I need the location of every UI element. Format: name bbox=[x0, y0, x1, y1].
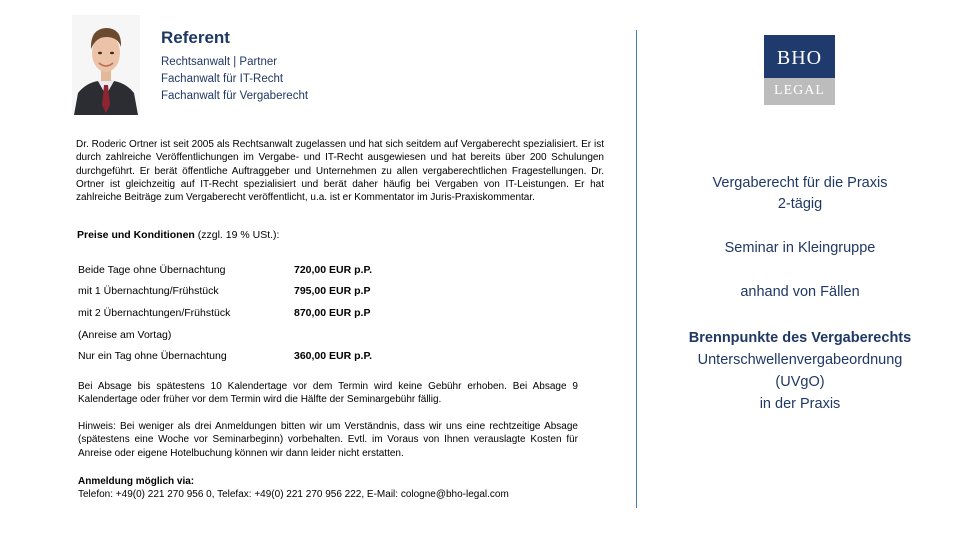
prices-heading-label: Preise und Konditionen bbox=[77, 229, 195, 241]
course-title bbox=[640, 173, 960, 215]
prices-heading bbox=[77, 229, 279, 241]
price-row bbox=[78, 350, 373, 362]
price-label: (Anreise am Vortag) bbox=[78, 329, 172, 341]
referent-photo bbox=[72, 15, 140, 115]
price-label: Beide Tage ohne Übernachtung bbox=[78, 264, 226, 276]
registration-heading: Anmeldung möglich via: bbox=[78, 476, 195, 487]
course-duration: 2-tägig bbox=[777, 196, 823, 212]
course-method: anhand von Fällen bbox=[740, 284, 860, 300]
logo-bottom: LEGAL bbox=[764, 78, 835, 105]
price-row bbox=[78, 264, 373, 276]
price-label: Nur ein Tag ohne Übernachtung bbox=[78, 350, 227, 362]
price-row bbox=[78, 329, 171, 341]
price-amount: 360,00 EUR p.P. bbox=[294, 350, 373, 362]
bho-legal-logo bbox=[764, 35, 835, 105]
registration-contact: Telefon: +49(0) 221 270 956 0, Telefax: +49(0) 221 270 956 222, E-Mail: cologne@bho-legal.com bbox=[78, 489, 509, 500]
topic-line: Unterschwellenvergabeordnung bbox=[697, 352, 903, 368]
topic-line: (UVgO) bbox=[775, 374, 825, 390]
referent-bio: Dr. Roderic Ortner ist seit 2005 als Rechtsanwalt zugelassen und hat sich seitdem auf Vergaberecht spezialisiert. Er ist durch zahlreiche Veröffentlichungen im Vergabe- und IT-Recht ausgewiesen und hat bereits über 200 Schulungen durchgeführt. Er berät öffentliche Auftraggeber und Unternehmen zu allen vergaberechtlichen Fragestellungen. Dr. Ortner ist gleichzeitig auf IT-Recht spezialisiert und berät daher häufig bei Vergaben von IT-Leistungen. Er hat zahlreiche Beiträge zum Vergaberecht veröffentlicht, u.a. ist er Kommentator im Juris-Praxiskommentar. bbox=[76, 139, 604, 204]
referent-role: Fachanwalt für IT-Recht bbox=[161, 73, 284, 85]
price-amount: 720,00 EUR p.P. bbox=[294, 264, 373, 276]
referent-title: Referent bbox=[161, 28, 230, 47]
referent-role: Rechtsanwalt | Partner bbox=[161, 56, 278, 68]
cancellation-policy: Bei Absage bis spätestens 10 Kalendertage vor dem Termin wird keine Gebühr erhoben. Bei Absage 9 Kalendertage oder früher vor dem Termin wird die Hälfte der Seminargebühr fällig. bbox=[78, 381, 578, 406]
vertical-divider bbox=[636, 30, 637, 508]
course-title-line: Vergaberecht für die Praxis bbox=[712, 175, 888, 191]
topic-main: Brennpunkte des Vergaberechts bbox=[688, 330, 912, 346]
hint-note: Hinweis: Bei weniger als drei Anmeldungen bitten wir um Verständnis, dass wir uns eine rechtzeitige Absage (spätestens eine Woche vor Seminarbeginn) vorbehalten. Evtl. im Voraus von Ihnen verauslagte Kosten für Anreise oder eigene Hotelbuchung können wir dann leider nicht erstatten. bbox=[78, 421, 578, 459]
topic-line: in der Praxis bbox=[759, 396, 841, 412]
price-row bbox=[78, 285, 371, 297]
course-format: Seminar in Kleingruppe bbox=[724, 240, 876, 256]
price-row bbox=[78, 307, 371, 319]
logo-top: BHO bbox=[764, 35, 835, 78]
referent-role: Fachanwalt für Vergaberecht bbox=[161, 90, 309, 102]
referent-roles bbox=[161, 54, 308, 105]
price-label: mit 1 Übernachtung/Frühstück bbox=[78, 285, 219, 297]
course-topic bbox=[640, 327, 960, 415]
price-amount: 795,00 EUR p.P bbox=[294, 285, 371, 297]
price-amount: 870,00 EUR p.P bbox=[294, 307, 371, 319]
prices-heading-note: (zzgl. 19 % USt.): bbox=[197, 229, 280, 241]
price-label: mit 2 Übernachtungen/Frühstück bbox=[78, 307, 231, 319]
